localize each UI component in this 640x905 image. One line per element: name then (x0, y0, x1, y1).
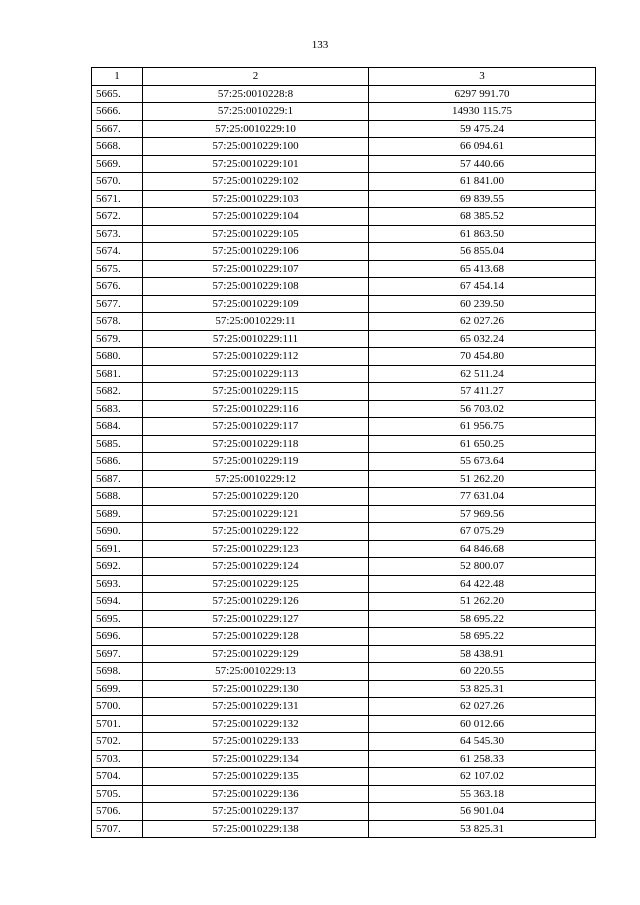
value-cell: 64 545.30 (369, 733, 596, 751)
row-number-cell: 5690. (92, 523, 143, 541)
row-number-cell: 5687. (92, 470, 143, 488)
value-cell: 6297 991.70 (369, 85, 596, 103)
value-cell: 59 475.24 (369, 120, 596, 138)
table-row (92, 348, 596, 366)
row-number-cell: 5693. (92, 575, 143, 593)
table-row (92, 715, 596, 733)
value-cell: 61 258.33 (369, 750, 596, 768)
value-cell: 14930 115.75 (369, 103, 596, 121)
table-row (92, 488, 596, 506)
row-number-cell: 5681. (92, 365, 143, 383)
value-cell: 60 220.55 (369, 663, 596, 681)
cadastral-number-cell: 57:25:0010229:117 (143, 418, 369, 436)
row-number-cell: 5706. (92, 803, 143, 821)
cadastral-number-cell: 57:25:0010229:119 (143, 453, 369, 471)
table-row (92, 575, 596, 593)
cadastral-number-cell: 57:25:0010229:138 (143, 820, 369, 838)
cadastral-number-cell: 57:25:0010229:127 (143, 610, 369, 628)
cadastral-number-cell: 57:25:0010229:133 (143, 733, 369, 751)
table-row (92, 820, 596, 838)
table-row (92, 558, 596, 576)
cadastral-number-cell: 57:25:0010229:103 (143, 190, 369, 208)
value-cell: 61 863.50 (369, 225, 596, 243)
table-header-row (92, 68, 596, 86)
row-number-cell: 5682. (92, 383, 143, 401)
cadastral-number-cell: 57:25:0010229:116 (143, 400, 369, 418)
row-number-cell: 5680. (92, 348, 143, 366)
row-number-cell: 5675. (92, 260, 143, 278)
table-row (92, 400, 596, 418)
table-row (92, 243, 596, 261)
data-table (91, 67, 596, 838)
row-number-cell: 5677. (92, 295, 143, 313)
cadastral-number-cell: 57:25:0010229:105 (143, 225, 369, 243)
row-number-cell: 5688. (92, 488, 143, 506)
table-row (92, 330, 596, 348)
value-cell: 62 511.24 (369, 365, 596, 383)
row-number-cell: 5670. (92, 173, 143, 191)
table-row (92, 383, 596, 401)
cadastral-number-cell: 57:25:0010229:13 (143, 663, 369, 681)
value-cell: 58 695.22 (369, 628, 596, 646)
value-cell: 69 839.55 (369, 190, 596, 208)
value-cell: 67 454.14 (369, 278, 596, 296)
row-number-cell: 5704. (92, 768, 143, 786)
table-row (92, 190, 596, 208)
value-cell: 64 422.48 (369, 575, 596, 593)
row-number-cell: 5696. (92, 628, 143, 646)
column-header-2: 2 (143, 68, 369, 86)
cadastral-number-cell: 57:25:0010229:118 (143, 435, 369, 453)
row-number-cell: 5676. (92, 278, 143, 296)
row-number-cell: 5683. (92, 400, 143, 418)
table-row (92, 103, 596, 121)
row-number-cell: 5695. (92, 610, 143, 628)
cadastral-number-cell: 57:25:0010229:120 (143, 488, 369, 506)
table-row (92, 523, 596, 541)
cadastral-number-cell: 57:25:0010229:107 (143, 260, 369, 278)
row-number-cell: 5665. (92, 85, 143, 103)
cadastral-number-cell: 57:25:0010229:109 (143, 295, 369, 313)
row-number-cell: 5691. (92, 540, 143, 558)
row-number-cell: 5685. (92, 435, 143, 453)
table-row (92, 593, 596, 611)
cadastral-number-cell: 57:25:0010229:128 (143, 628, 369, 646)
value-cell: 51 262.20 (369, 593, 596, 611)
value-cell: 53 825.31 (369, 680, 596, 698)
row-number-cell: 5699. (92, 680, 143, 698)
table-body (92, 85, 596, 838)
cadastral-number-cell: 57:25:0010229:113 (143, 365, 369, 383)
cadastral-number-cell: 57:25:0010229:132 (143, 715, 369, 733)
column-header-1: 1 (92, 68, 143, 86)
cadastral-number-cell: 57:25:0010229:134 (143, 750, 369, 768)
cadastral-number-cell: 57:25:0010229:131 (143, 698, 369, 716)
value-cell: 62 107.02 (369, 768, 596, 786)
row-number-cell: 5671. (92, 190, 143, 208)
column-header-3: 3 (369, 68, 596, 86)
table-row (92, 365, 596, 383)
table-row (92, 418, 596, 436)
cadastral-number-cell: 57:25:0010229:106 (143, 243, 369, 261)
cadastral-number-cell: 57:25:0010229:1 (143, 103, 369, 121)
row-number-cell: 5703. (92, 750, 143, 768)
row-number-cell: 5689. (92, 505, 143, 523)
row-number-cell: 5698. (92, 663, 143, 681)
table-row (92, 470, 596, 488)
value-cell: 58 438.91 (369, 645, 596, 663)
row-number-cell: 5707. (92, 820, 143, 838)
table-row (92, 138, 596, 156)
table-row (92, 698, 596, 716)
cadastral-number-cell: 57:25:0010229:124 (143, 558, 369, 576)
value-cell: 60 012.66 (369, 715, 596, 733)
value-cell: 77 631.04 (369, 488, 596, 506)
table-row (92, 505, 596, 523)
row-number-cell: 5667. (92, 120, 143, 138)
table-row (92, 453, 596, 471)
row-number-cell: 5673. (92, 225, 143, 243)
value-cell: 51 262.20 (369, 470, 596, 488)
table-row (92, 733, 596, 751)
row-number-cell: 5692. (92, 558, 143, 576)
value-cell: 65 413.68 (369, 260, 596, 278)
value-cell: 52 800.07 (369, 558, 596, 576)
value-cell: 65 032.24 (369, 330, 596, 348)
table-row (92, 663, 596, 681)
row-number-cell: 5705. (92, 785, 143, 803)
table-row (92, 120, 596, 138)
cadastral-number-cell: 57:25:0010229:10 (143, 120, 369, 138)
row-number-cell: 5678. (92, 313, 143, 331)
table-row (92, 173, 596, 191)
table-row (92, 680, 596, 698)
cadastral-number-cell: 57:25:0010229:121 (143, 505, 369, 523)
row-number-cell: 5674. (92, 243, 143, 261)
cadastral-number-cell: 57:25:0010229:136 (143, 785, 369, 803)
table-row (92, 435, 596, 453)
value-cell: 61 841.00 (369, 173, 596, 191)
table-row (92, 225, 596, 243)
value-cell: 70 454.80 (369, 348, 596, 366)
row-number-cell: 5702. (92, 733, 143, 751)
value-cell: 55 363.18 (369, 785, 596, 803)
table-row (92, 85, 596, 103)
table-row (92, 278, 596, 296)
table-row (92, 768, 596, 786)
row-number-cell: 5686. (92, 453, 143, 471)
cadastral-number-cell: 57:25:0010229:101 (143, 155, 369, 173)
cadastral-number-cell: 57:25:0010229:123 (143, 540, 369, 558)
table-row (92, 628, 596, 646)
table-row (92, 260, 596, 278)
value-cell: 62 027.26 (369, 698, 596, 716)
cadastral-number-cell: 57:25:0010229:137 (143, 803, 369, 821)
row-number-cell: 5668. (92, 138, 143, 156)
cadastral-number-cell: 57:25:0010229:122 (143, 523, 369, 541)
value-cell: 56 901.04 (369, 803, 596, 821)
cadastral-number-cell: 57:25:0010229:104 (143, 208, 369, 226)
cadastral-number-cell: 57:25:0010229:126 (143, 593, 369, 611)
value-cell: 62 027.26 (369, 313, 596, 331)
row-number-cell: 5669. (92, 155, 143, 173)
cadastral-number-cell: 57:25:0010229:12 (143, 470, 369, 488)
value-cell: 56 703.02 (369, 400, 596, 418)
row-number-cell: 5700. (92, 698, 143, 716)
row-number-cell: 5701. (92, 715, 143, 733)
value-cell: 66 094.61 (369, 138, 596, 156)
value-cell: 58 695.22 (369, 610, 596, 628)
value-cell: 56 855.04 (369, 243, 596, 261)
value-cell: 61 650.25 (369, 435, 596, 453)
row-number-cell: 5684. (92, 418, 143, 436)
table-row (92, 313, 596, 331)
cadastral-number-cell: 57:25:0010229:102 (143, 173, 369, 191)
table-row (92, 295, 596, 313)
value-cell: 55 673.64 (369, 453, 596, 471)
table-row (92, 803, 596, 821)
row-number-cell: 5672. (92, 208, 143, 226)
table-row (92, 750, 596, 768)
value-cell: 60 239.50 (369, 295, 596, 313)
table-row (92, 540, 596, 558)
cadastral-number-cell: 57:25:0010229:125 (143, 575, 369, 593)
row-number-cell: 5697. (92, 645, 143, 663)
table-row (92, 155, 596, 173)
value-cell: 53 825.31 (369, 820, 596, 838)
cadastral-number-cell: 57:25:0010229:115 (143, 383, 369, 401)
value-cell: 67 075.29 (369, 523, 596, 541)
table-row (92, 645, 596, 663)
cadastral-number-cell: 57:25:0010229:112 (143, 348, 369, 366)
value-cell: 57 411.27 (369, 383, 596, 401)
table-row (92, 785, 596, 803)
table-row (92, 208, 596, 226)
value-cell: 64 846.68 (369, 540, 596, 558)
value-cell: 68 385.52 (369, 208, 596, 226)
cadastral-number-cell: 57:25:0010229:135 (143, 768, 369, 786)
row-number-cell: 5666. (92, 103, 143, 121)
row-number-cell: 5694. (92, 593, 143, 611)
value-cell: 57 969.56 (369, 505, 596, 523)
cadastral-number-cell: 57:25:0010229:11 (143, 313, 369, 331)
cadastral-number-cell: 57:25:0010229:111 (143, 330, 369, 348)
row-number-cell: 5679. (92, 330, 143, 348)
value-cell: 61 956.75 (369, 418, 596, 436)
value-cell: 57 440.66 (369, 155, 596, 173)
cadastral-number-cell: 57:25:0010228:8 (143, 85, 369, 103)
cadastral-number-cell: 57:25:0010229:100 (143, 138, 369, 156)
page-number: 133 (311, 39, 329, 51)
cadastral-number-cell: 57:25:0010229:129 (143, 645, 369, 663)
table-row (92, 610, 596, 628)
cadastral-number-cell: 57:25:0010229:130 (143, 680, 369, 698)
cadastral-number-cell: 57:25:0010229:108 (143, 278, 369, 296)
